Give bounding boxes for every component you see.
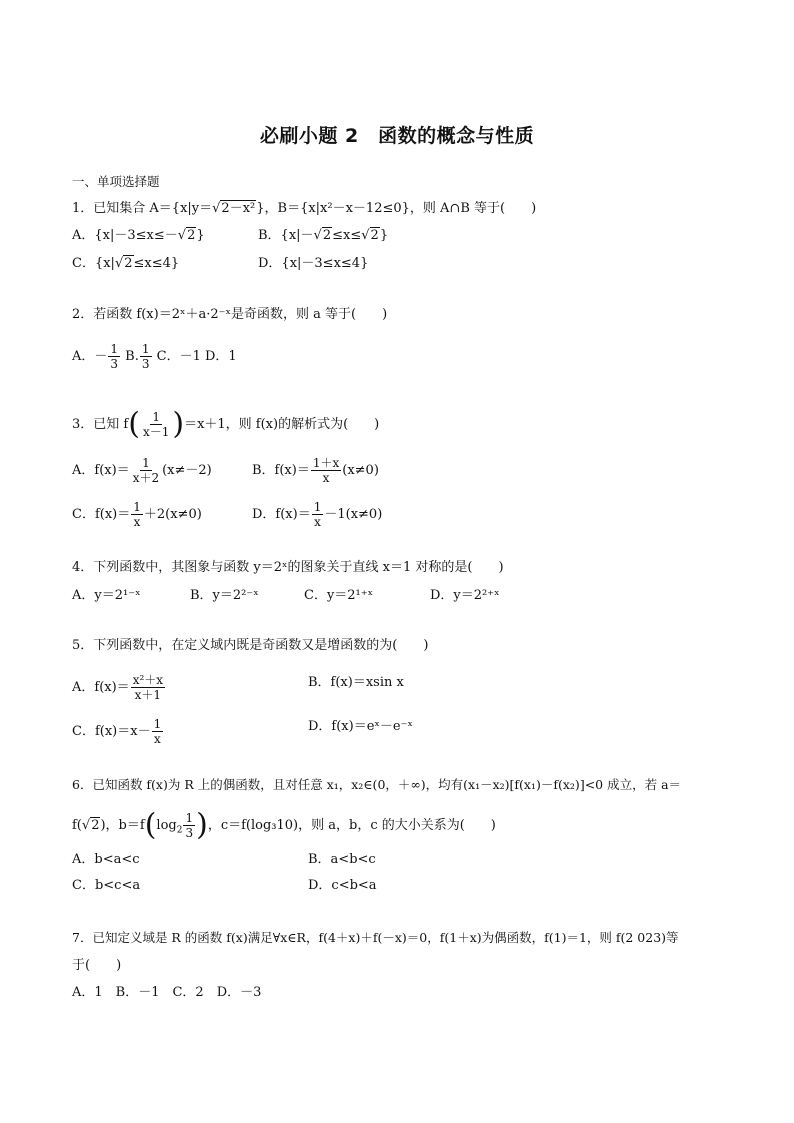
- question-4-stem: 4．下列函数中，其图象与函数 y＝2ˣ的图象关于直线 x＝1 对称的是( ): [72, 560, 504, 575]
- question-3-option-b: B．f(x)＝ $\frac{1+x}{x}$ (x≠0): [252, 456, 379, 485]
- question-4-option-c: C．y＝2¹⁺ˣ: [304, 588, 374, 603]
- question-7-options: A．1 B．－1 C．2 D．－3: [72, 985, 262, 1000]
- question-4-option-b: B．y＝2²⁻ˣ: [190, 588, 259, 603]
- question-1-option-b: B．{x|－√2≤x≤√2}: [258, 228, 389, 243]
- question-6-option-a: A．b<a<c: [72, 852, 140, 867]
- question-4-option-a: A．y＝2¹⁻ˣ: [72, 588, 141, 603]
- question-3-option-d: D．f(x)＝ $\frac{1}{x}$ －1(x≠0): [252, 500, 383, 529]
- question-1-option-d: D．{x|－3≤x≤4}: [258, 256, 369, 271]
- question-2-options: A．－ $\frac{1}{3}$ B. $\frac{1}{3}$ C．－1 D．1: [72, 342, 237, 371]
- question-5-option-d: D．f(x)＝eˣ－e⁻ˣ: [308, 719, 413, 734]
- question-1-stem: 1．已知集合 A＝{x|y＝√2－x²}，B＝{x|x²－x－12≤0}，则 A∩B 等于( ): [72, 201, 537, 216]
- question-5-option-c: C．f(x)＝x－ $\frac{1}{x}$: [72, 717, 162, 746]
- question-5-option-b: B．f(x)＝xsin x: [308, 675, 404, 690]
- page-title: 必刷小题 2 函数的概念与性质: [259, 125, 535, 147]
- question-6-option-c: C．b<c<a: [72, 878, 141, 893]
- question-2-stem: 2．若函数 f(x)＝2ˣ＋a·2⁻ˣ是奇函数，则 a 等于( ): [72, 307, 388, 322]
- question-6-option-b: B．a<b<c: [308, 852, 376, 867]
- question-1-option-a: A．{x|－3≤x≤－√2}: [72, 228, 205, 243]
- question-5-option-a: A．f(x)＝ $\frac{\text{x²＋x}}{x+1}$: [72, 673, 164, 702]
- question-5-stem: 5．下列函数中，在定义域内既是奇函数又是增函数的为( ): [72, 638, 429, 653]
- question-7-stem-line-1: 7．已知定义域是 R 的函数 f(x)满足∀x∈R，f(4＋x)＋f(－x)＝0，f(1＋x)为偶函数，f(1)＝1，则 f(2 023)等: [72, 930, 679, 945]
- question-3-option-c: C．f(x)＝ $\frac{1}{x}$ ＋2(x≠0): [72, 500, 202, 529]
- question-6-option-d: D．c<b<a: [308, 878, 377, 893]
- question-7-stem-line-2: 于( ): [72, 958, 122, 973]
- question-6-stem-line-2: f(√2)，$b=f(\log_2$ $\frac{1}{3}$ )，c＝f(log₃10)，则 a，b，c 的大小关系为( ): [72, 807, 496, 843]
- section-heading: 一、单项选择题: [72, 174, 160, 189]
- question-4-option-d: D．y＝2²⁺ˣ: [430, 588, 500, 603]
- question-3-option-a: A．f(x)＝ $\frac{1}{x+2}$ (x≠－2): [72, 456, 212, 485]
- question-3-stem: 3．已知 f( $\frac{1}{x-1}$ )＝x＋1，则 f(x)的解析式为( ): [72, 406, 380, 442]
- question-1-option-c: C．{x|√2≤x≤4}: [72, 256, 180, 271]
- question-6-stem-line-1: 6．已知函数 f(x)为 R 上的偶函数，且对任意 x₁，x₂∈(0，＋∞)，均有(x₁－x₂)[f(x₁)－f(x₂)]<0 成立，若 a＝: [72, 777, 682, 792]
